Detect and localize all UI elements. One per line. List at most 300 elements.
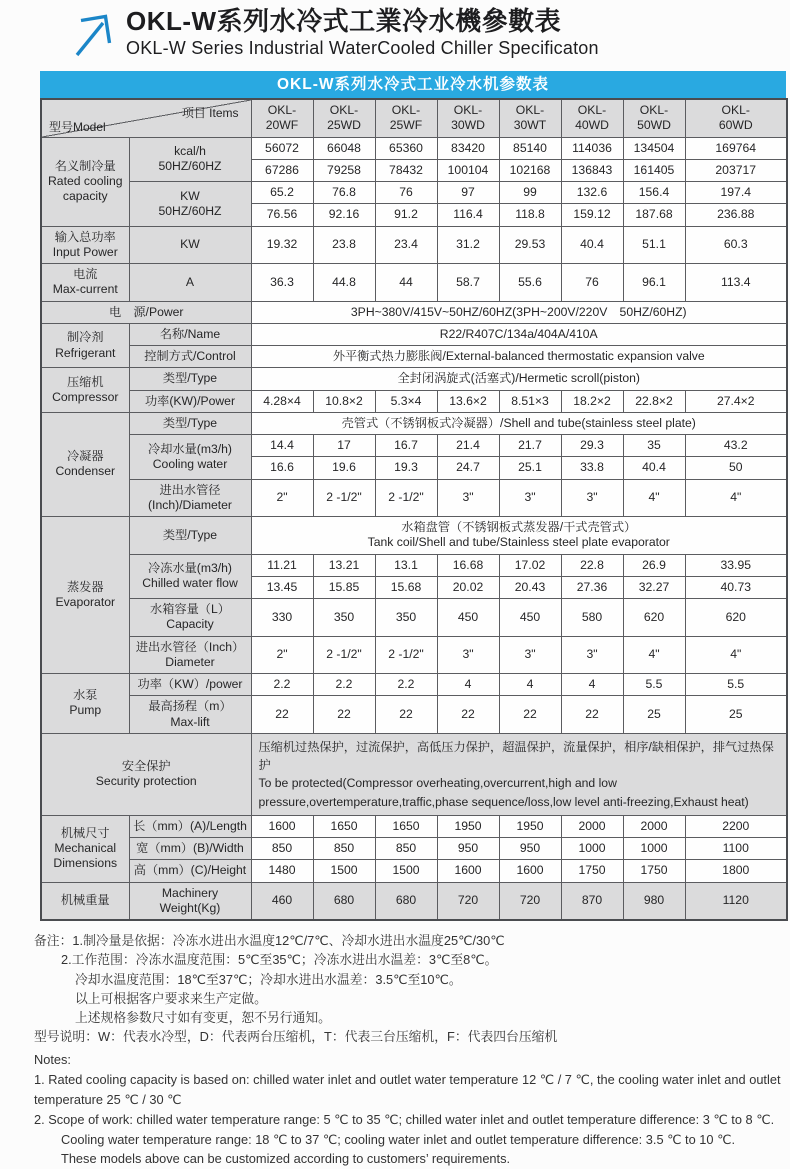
value-cell: 2000 [623,815,685,837]
value-cell: 43.2 [685,435,787,457]
value-cell: 197.4 [685,182,787,204]
group-label-cell [41,301,251,323]
value-cell: 3" [561,479,623,517]
value-cell: 36.3 [251,264,313,302]
value-cell: 33.8 [561,457,623,479]
value-cell: 40.73 [685,576,787,598]
cell-line: 50HZ/60HZ [158,203,222,218]
value-cell: 950 [437,838,499,860]
value-cell: 159.12 [561,204,623,226]
value-cell: 40.4 [561,226,623,264]
cell-line: 30WT [513,118,547,133]
cell-line: Mechanical [54,841,117,856]
cell-line: Refrigerant [55,345,116,360]
group-label-cell [41,368,129,413]
table-row [41,182,787,204]
group-label-cell [41,137,129,226]
cell-line: 宽（mm）(B)/Width [136,841,244,856]
value-cell: 17 [313,435,375,457]
cell-line: 电流 [73,267,98,281]
group-label-cell [41,264,129,302]
cell-line: To be protected(Compressor overheating,overcurrent,high and low pressure,overtemperature,traffic,phase sequence/loss,low level anti-freezing,Exhaust heat) [258,776,749,809]
value-cell: 1480 [251,860,313,882]
cell-line: Input Power [52,244,118,259]
value-cell: 1100 [685,838,787,860]
value-cell: 22 [561,696,623,734]
value-cell: 161405 [623,159,685,181]
value-cell: 350 [375,599,437,637]
table-row [41,815,787,837]
cell-line: OKL- [329,103,359,117]
value-cell: 1500 [375,860,437,882]
cell-line: KW [180,237,200,252]
value-cell: 134504 [623,137,685,159]
value-cell: 65360 [375,137,437,159]
value-cell: 680 [375,882,437,920]
cell-line: 30WD [451,118,485,133]
cell-line: Diameter [165,654,215,669]
span-value-cell [251,301,787,323]
value-cell: 29.53 [499,226,561,264]
value-cell: 1950 [437,815,499,837]
group-label-cell [41,733,251,815]
value-cell: 27.4×2 [685,390,787,412]
cell-line: A [185,274,195,289]
corner-items-label: 项目 Items [181,106,239,120]
value-cell: 91.2 [375,204,437,226]
value-cell: 22 [375,696,437,734]
model-header [251,99,313,137]
table-row [41,696,787,734]
cell-line: 类型/Type [162,527,218,542]
value-cell: 4" [623,479,685,517]
span-value-cell [251,733,787,815]
cell-line: Compressor [52,390,119,404]
item-label-cell [129,182,251,227]
cell-line: 60WD [718,118,753,133]
cell-line: 类型/Type [162,371,218,386]
value-cell: 24.7 [437,457,499,479]
cell-line: 25WF [389,118,423,133]
document-header [0,0,790,60]
value-cell: 23.8 [313,226,375,264]
cell-line: OKL- [639,103,669,117]
value-cell: 55.6 [499,264,561,302]
value-cell: 3" [561,636,623,674]
table-row [41,264,787,302]
value-cell: 35 [623,435,685,457]
cell-line: 最高扬程（m） [148,699,232,714]
table-row [41,674,787,696]
cell-line: 名义制冷量 [54,158,116,173]
table-row [41,368,787,390]
cell-line: 冷凝器 [66,449,104,464]
cell-line: KW [180,188,200,203]
cell-line: Rated cooling [47,173,123,188]
value-cell: 22 [437,696,499,734]
cell-line: 功率（KW）/power [137,677,243,691]
table-row [41,838,787,860]
value-cell: 2.2 [313,674,375,696]
cell-line: OKL- [577,103,607,117]
value-cell: 4" [685,479,787,517]
value-cell: 51.1 [623,226,685,264]
table-row [41,733,787,815]
item-label-cell [129,599,251,637]
item-label-cell [129,696,251,734]
value-cell: 16.7 [375,435,437,457]
value-cell: 850 [251,838,313,860]
value-cell: 450 [437,599,499,637]
cell-line: kcal/h [174,144,206,158]
value-cell: 27.36 [561,576,623,598]
value-cell: 26.9 [623,554,685,576]
cell-line: Max-lift [170,714,210,729]
item-label-cell [129,264,251,302]
group-label-cell [41,815,129,882]
value-cell: 4 [561,674,623,696]
cell-line: 长（mm）(A)/Length [133,818,247,833]
span-value-cell [251,323,787,345]
cell-line: Tank coil/Shell and tube/Stainless steel plate evaporator [367,535,670,550]
cell-line: 25WD [327,118,361,133]
arrow-up-right-icon [72,10,116,60]
cell-line: Chilled water flow [142,576,238,591]
value-cell: 8.51×3 [499,390,561,412]
value-cell: 56072 [251,137,313,159]
value-cell: 980 [623,882,685,920]
corner-model-label: 型号Model [49,119,106,134]
cell-line: (Inch)/Diameter [148,497,232,512]
page-title-zh: OKL-W系列水冷式工業冷水機參數表 [126,6,562,36]
item-label-cell [129,368,251,390]
cell-line: 输入总功率 [54,229,116,244]
value-cell: 99 [499,182,561,204]
note-line: 1. Rated cooling capacity is based on: chilled water inlet and outlet water temperature 12 ℃ / 7 ℃, the cooling water inlet and outlet temperature 25 ℃ / 30 ℃ [34,1072,781,1107]
value-cell: 1600 [499,860,561,882]
note-line: 以上可根据客户要求来生产定做。 [75,990,267,1006]
cell-line: OKL- [391,103,421,117]
cell-line: Pump [69,703,102,718]
note-line: 上述规格参数尺寸如有变更，恕不另行通知。 [75,1009,331,1025]
value-cell: 16.6 [251,457,313,479]
value-cell: 44 [375,264,437,302]
table-banner [40,71,786,98]
cell-line: 50HZ/60HZ [158,159,222,174]
cell-line: Dimensions [53,856,118,871]
table-row [41,554,787,576]
spec-table [40,98,788,921]
group-label-cell [41,517,129,674]
cell-line: 进出水管径（Inch） [135,639,245,654]
cell-line: 压缩机过热保护，过流保护，高低压力保护，超温保护，流量保护，相序/缺相保护，排气过热保护 [258,739,774,773]
cell-line: 类型/Type [162,415,218,430]
cell-line: 水箱盘管（不锈钢板式蒸发器/干式壳管式） [401,520,637,534]
item-label-cell [129,554,251,599]
cell-line: 制冷剂 [66,330,104,345]
value-cell: 67286 [251,159,313,181]
value-cell: 25 [685,696,787,734]
value-cell: 76.56 [251,204,313,226]
page-title-en: OKL-W Series Industrial WaterCooled Chiller Specificaton [126,38,599,59]
value-cell: 102168 [499,159,561,181]
value-cell: 4 [437,674,499,696]
cell-line: 40WD [575,118,609,133]
value-cell: 2 -1/2" [313,636,375,674]
cell-line: OKL- [267,103,297,117]
notes-chinese [34,931,786,1046]
value-cell: 580 [561,599,623,637]
value-cell: 350 [313,599,375,637]
value-cell: 4.28×4 [251,390,313,412]
value-cell: 4" [623,636,685,674]
value-cell: 20.43 [499,576,561,598]
table-row [41,137,787,159]
value-cell: 19.6 [313,457,375,479]
value-cell: 5.5 [685,674,787,696]
cell-line: 进出水管径 [159,482,221,497]
value-cell: 118.8 [499,204,561,226]
value-cell: 3" [499,636,561,674]
value-cell: 19.3 [375,457,437,479]
group-label-cell [41,882,129,920]
item-label-cell [129,346,251,368]
table-row [41,226,787,264]
value-cell: 156.4 [623,182,685,204]
cell-line: Capacity [166,617,214,632]
title-block [126,6,599,60]
cell-line: Max-current [52,282,118,297]
cell-line: Condenser [55,464,116,479]
cell-line: Cooling water [152,456,228,471]
value-cell: 33.95 [685,554,787,576]
table-row [41,882,787,920]
value-cell: 950 [499,838,561,860]
value-cell: 20.02 [437,576,499,598]
value-cell: 236.88 [685,204,787,226]
value-cell: 1120 [685,882,787,920]
value-cell: 15.85 [313,576,375,598]
group-label-cell [41,412,129,516]
value-cell: 66048 [313,137,375,159]
value-cell: 76.8 [313,182,375,204]
value-cell: 32.27 [623,576,685,598]
item-label-cell [129,323,251,345]
value-cell: 1650 [313,815,375,837]
value-cell: 16.68 [437,554,499,576]
model-header [561,99,623,137]
cell-line: OKL- [515,103,545,117]
cell-line: 高（mm）(C)/Height [133,863,247,878]
notes-heading: Notes: [34,1052,71,1068]
value-cell: 720 [437,882,499,920]
value-cell: 15.68 [375,576,437,598]
cell-line: 压缩机 [66,374,104,389]
cell-line: 名称/Name [159,326,221,341]
item-label-cell [129,137,251,182]
table-banner-text: OKL-W系列水冷式工业冷水机参数表 [276,76,549,93]
cell-line: R22/R407C/134a/404A/410A [439,326,598,341]
value-cell: 13.45 [251,576,313,598]
value-cell: 29.3 [561,435,623,457]
cell-line: 冷却水量(m3/h) [148,441,232,456]
table-row [41,412,787,434]
note-line: 冷却水温度范围：18℃至37℃；冷却水进出水温差：3.5℃至10℃。 [75,971,462,987]
value-cell: 13.21 [313,554,375,576]
value-cell: 1000 [561,838,623,860]
value-cell: 5.5 [623,674,685,696]
cell-line: 20WF [265,118,299,133]
group-label-cell [41,226,129,264]
value-cell: 22 [251,696,313,734]
value-cell: 18.2×2 [561,390,623,412]
note-line: 型号说明：W：代表水冷型，D：代表两台压缩机，T：代表三台压缩机，F：代表四台压缩机 [34,1029,558,1045]
cell-line: 蒸发器 [66,579,104,594]
value-cell: 1950 [499,815,561,837]
value-cell: 850 [313,838,375,860]
value-cell: 92.16 [313,204,375,226]
cell-line: 水泵 [73,688,98,703]
notes-section [34,931,786,1169]
value-cell: 17.02 [499,554,561,576]
value-cell: 2" [251,479,313,517]
value-cell: 1750 [623,860,685,882]
value-cell: 169764 [685,137,787,159]
value-cell: 76 [375,182,437,204]
value-cell: 40.4 [623,457,685,479]
span-value-cell [251,368,787,390]
value-cell: 21.4 [437,435,499,457]
table-row [41,599,787,637]
item-label-cell [129,412,251,434]
value-cell: 100104 [437,159,499,181]
table-row [41,346,787,368]
table-row [41,435,787,457]
value-cell: 2.2 [375,674,437,696]
table-row [41,390,787,412]
value-cell: 44.8 [313,264,375,302]
value-cell: 85140 [499,137,561,159]
value-cell: 114036 [561,137,623,159]
value-cell: 96.1 [623,264,685,302]
value-cell: 97 [437,182,499,204]
span-value-cell [251,412,787,434]
value-cell: 1000 [623,838,685,860]
item-label-cell [129,390,251,412]
cell-line: capacity [62,189,108,204]
value-cell: 31.2 [437,226,499,264]
value-cell: 22 [313,696,375,734]
value-cell: 187.68 [623,204,685,226]
value-cell: 680 [313,882,375,920]
value-cell: 3" [437,636,499,674]
model-header [685,99,787,137]
value-cell: 21.7 [499,435,561,457]
cell-line: 机械尺寸 [60,825,110,840]
cell-line: Security protection [95,774,197,789]
value-cell: 58.7 [437,264,499,302]
value-cell: 60.3 [685,226,787,264]
cell-line: 安全保护 [121,759,171,774]
value-cell: 22.8 [561,554,623,576]
cell-line: 外平衡式热力膨胀阀/External-balanced thermostatic expansion valve [332,349,705,363]
item-label-cell [129,674,251,696]
cell-line: 全封闭涡旋式(活塞式)/Hermetic scroll(piston) [397,371,640,386]
value-cell: 65.2 [251,182,313,204]
note-line: 备注：1.制冷量是依据：冷冻水进出水温度12℃/7℃、冷却水进出水温度25℃/30℃ [34,933,505,949]
value-cell: 2 -1/2" [375,479,437,517]
value-cell: 4" [685,636,787,674]
model-header [437,99,499,137]
value-cell: 3" [437,479,499,517]
item-label-cell [129,636,251,674]
value-cell: 13.1 [375,554,437,576]
value-cell: 113.4 [685,264,787,302]
cell-line: Evaporator [55,595,116,609]
value-cell: 22 [499,696,561,734]
value-cell: 25 [623,696,685,734]
value-cell: 132.6 [561,182,623,204]
cell-line: 冷冻水量(m3/h) [148,561,232,575]
value-cell: 5.3×4 [375,390,437,412]
value-cell: 78432 [375,159,437,181]
value-cell: 620 [685,599,787,637]
table-row [41,301,787,323]
value-cell: 19.32 [251,226,313,264]
note-line: These models above can be customized according to customers’ requirements. [61,1151,511,1167]
value-cell: 1650 [375,815,437,837]
cell-line: OKL- [721,103,750,117]
value-cell: 83420 [437,137,499,159]
item-label-cell [129,226,251,264]
model-header [375,99,437,137]
model-header [623,99,685,137]
table-row [41,860,787,882]
cell-line: 3PH~380V/415V~50HZ/60HZ(3PH~200V/220V 50HZ/60HZ) [350,304,687,319]
notes-english [34,1050,786,1169]
cell-line: 50WD [637,118,671,133]
item-label-cell [129,860,251,882]
note-line: 2. Scope of work: chilled water temperature range: 5 ℃ to 35 ℃; chilled water inlet and outlet temperature difference: 3 ℃ to 8 ℃. [34,1111,775,1127]
table-row [41,636,787,674]
cell-line: 电 源/Power [109,304,184,319]
cell-line: 水箱容量（L） [150,602,230,616]
model-header [499,99,561,137]
model-header-row [41,99,787,137]
value-cell: 1600 [437,860,499,882]
value-cell: 79258 [313,159,375,181]
group-label-cell [41,674,129,734]
value-cell: 450 [499,599,561,637]
cell-line: 机械重量 [60,893,110,908]
value-cell: 11.21 [251,554,313,576]
value-cell: 2.2 [251,674,313,696]
value-cell: 850 [375,838,437,860]
value-cell: 2200 [685,815,787,837]
value-cell: 1500 [313,860,375,882]
note-line: Cooling water temperature range: 18 ℃ to 37 ℃; cooling water inlet and outlet temperature difference: 3.5 ℃ to 10 ℃. [61,1131,736,1147]
value-cell: 870 [561,882,623,920]
group-label-cell [41,323,129,368]
item-label-cell [129,815,251,837]
item-label-cell [129,435,251,480]
value-cell: 620 [623,599,685,637]
value-cell: 136843 [561,159,623,181]
value-cell: 10.8×2 [313,390,375,412]
value-cell: 460 [251,882,313,920]
value-cell: 2 -1/2" [313,479,375,517]
table-row [41,517,787,555]
